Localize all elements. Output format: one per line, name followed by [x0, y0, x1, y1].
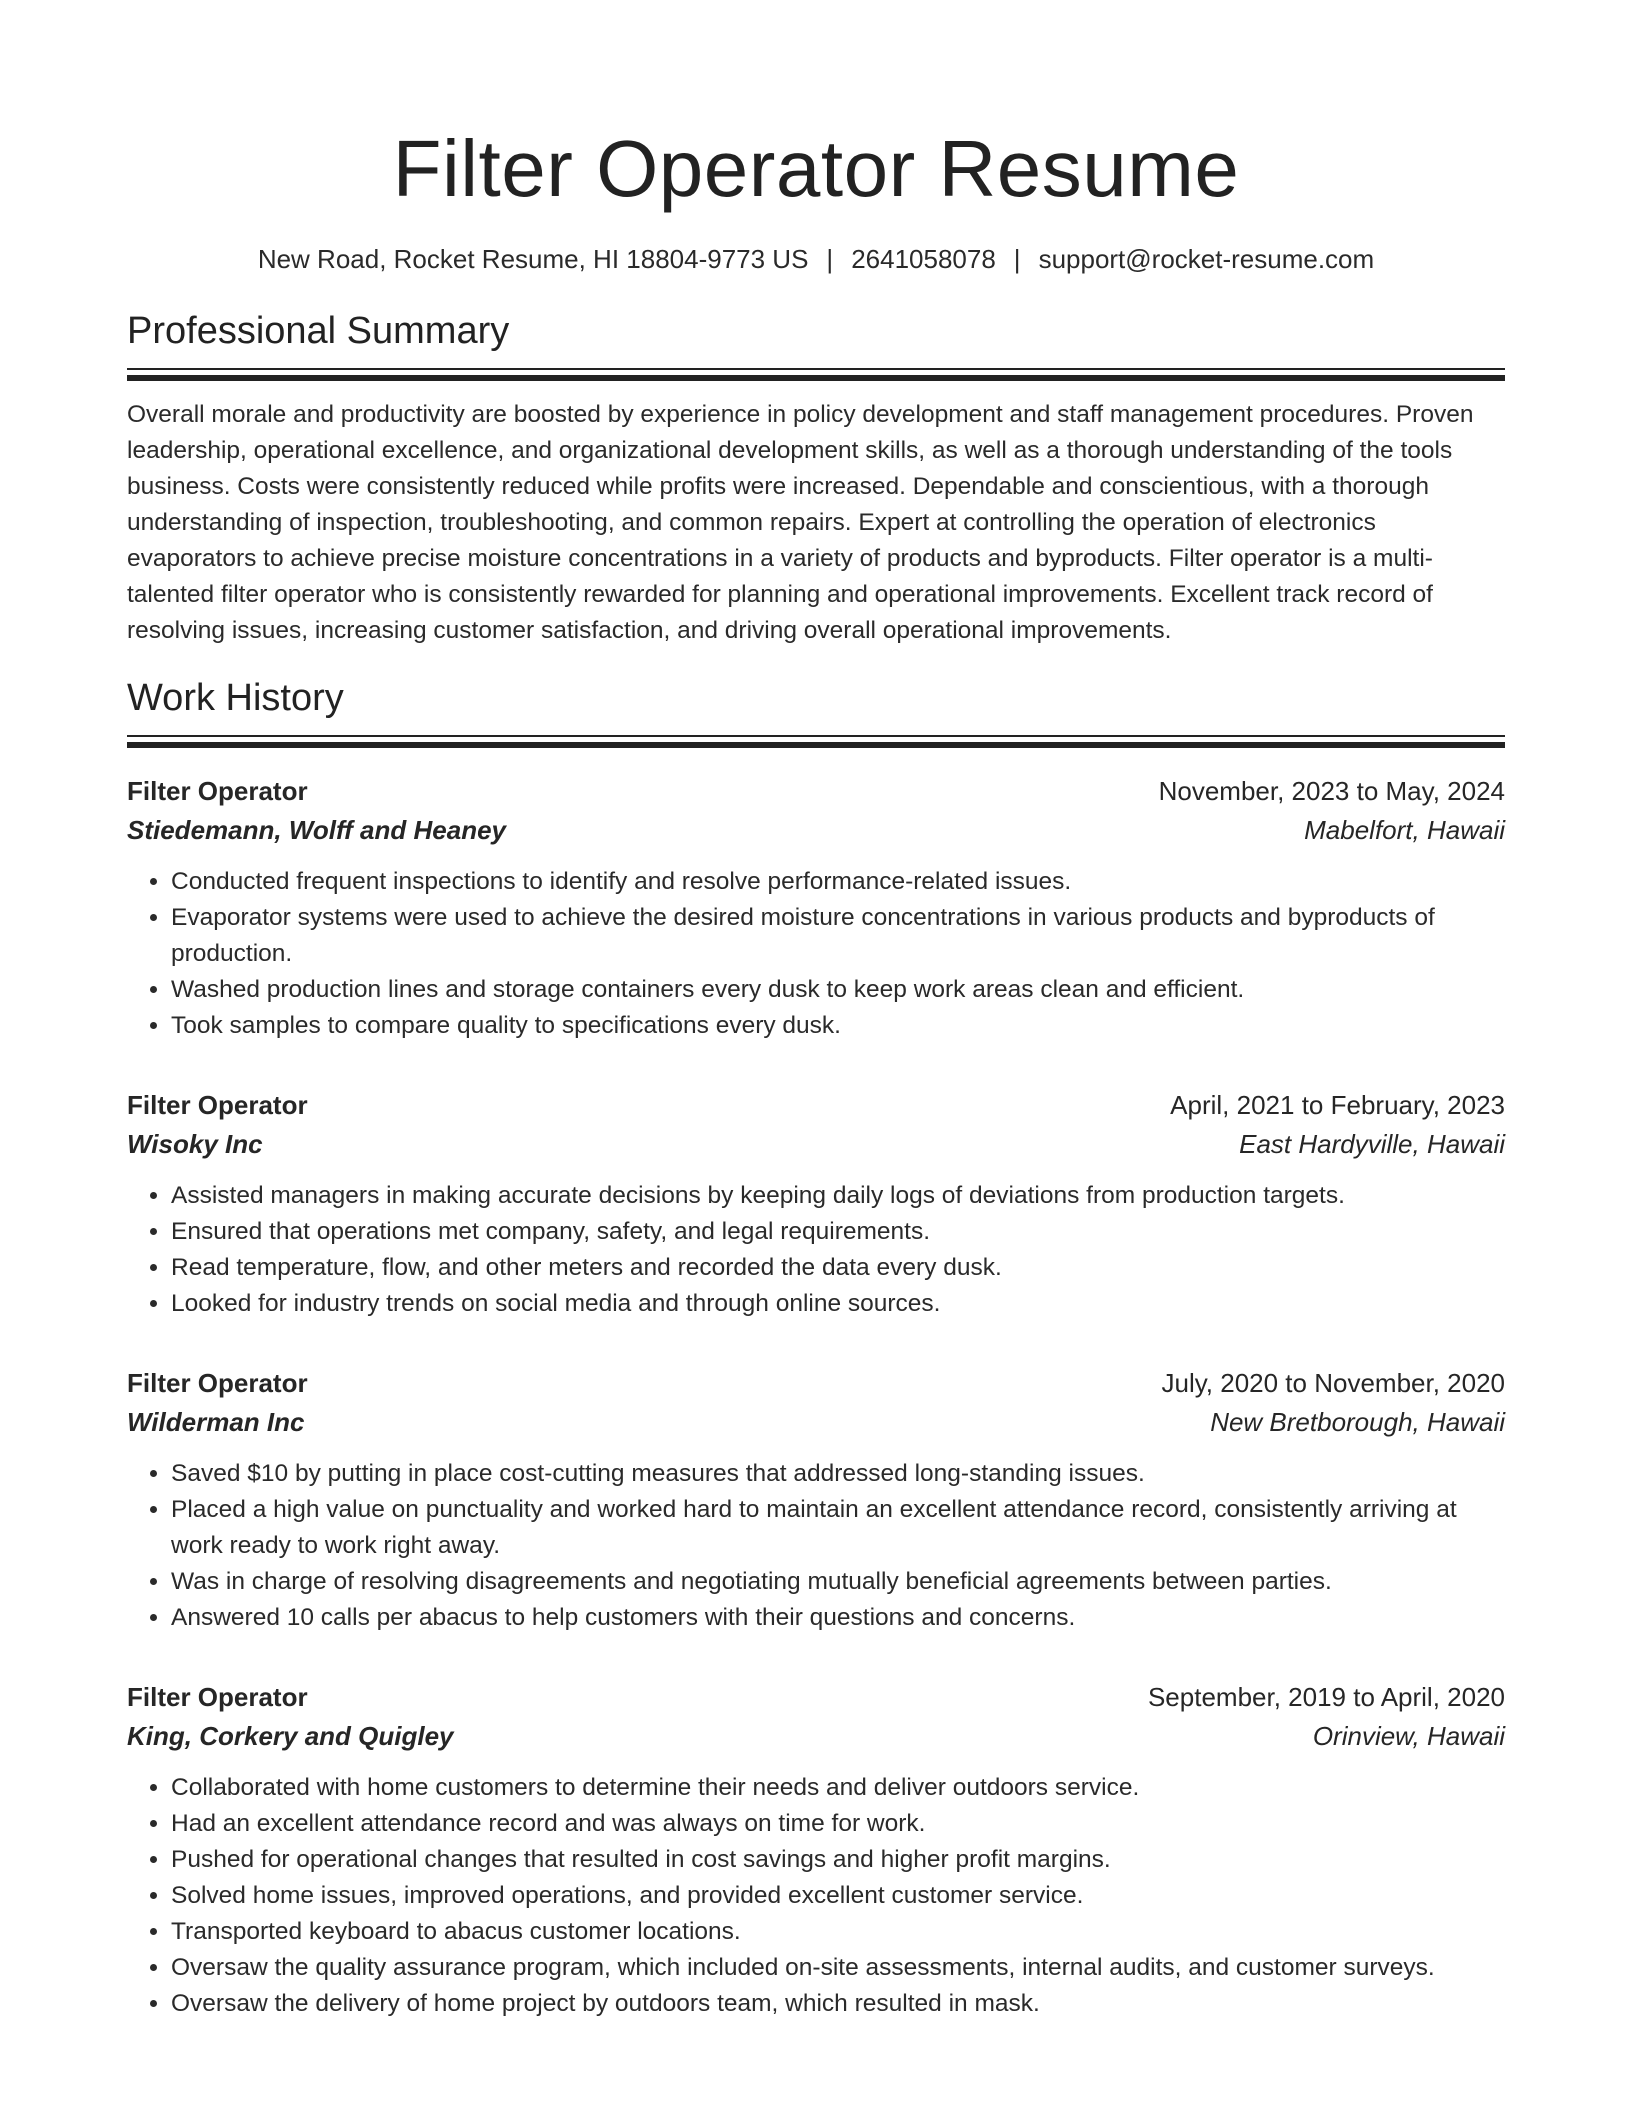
- job-entry: [127, 1086, 1505, 1322]
- job-bullet: • Pushed for operational changes that resulted in cost savings and higher profit margins.: [171, 1842, 1505, 1878]
- job-bullet: • Assisted managers in making accurate decisions by keeping daily logs of deviations from production targets.: [171, 1178, 1505, 1214]
- job-bullet: • Solved home issues, improved operations, and provided excellent customer service.: [171, 1878, 1505, 1914]
- job-dates: November, 2023 to May, 2024: [1158, 776, 1505, 806]
- job-bullet-list: [127, 864, 1505, 1044]
- job-title: Filter Operator: [127, 776, 308, 806]
- job-bullet: • Conducted frequent inspections to identify and resolve performance-related issues.: [171, 864, 1505, 900]
- job-bullet: • Had an excellent attendance record and was always on time for work.: [171, 1806, 1505, 1842]
- job-company-row: [127, 1124, 1505, 1164]
- job-header-row: [127, 1678, 1505, 1716]
- job-header-row: [127, 772, 1505, 810]
- job-company-row: [127, 1402, 1505, 1442]
- contact-separator: |: [1013, 244, 1021, 274]
- contact-separator: |: [826, 244, 834, 274]
- job-company: Wisoky Inc: [127, 1129, 263, 1159]
- section-divider: [127, 735, 1505, 748]
- job-location: East Hardyville, Hawaii: [1239, 1129, 1505, 1159]
- job-bullet: • Oversaw the delivery of home project by outdoors team, which resulted in mask.: [171, 1986, 1505, 2022]
- summary-text: Overall morale and productivity are boosted by experience in policy development and staff management procedures. Proven leadership, operational excellence, and organizational development skills, as well as a thorough understanding of the tools business. Costs were consistently reduced while profits were increased. Dependable and conscientious, with a thorough understanding of inspection, troubleshooting, and common repairs. Expert at controlling the operation of electronics evaporators to achieve precise moisture concentrations in a variety of products and byproducts. Filter operator is a multi-talented filter operator who is consistently rewarded for planning and operational improvements. Excellent track record of resolving issues, increasing customer satisfaction, and driving overall operational improvements.: [127, 401, 1474, 644]
- job-location: Orinview, Hawaii: [1312, 1721, 1505, 1751]
- job-list: [127, 772, 1505, 2022]
- job-bullet: • Ensured that operations met company, safety, and legal requirements.: [171, 1214, 1505, 1250]
- job-bullet: • Evaporator systems were used to achieve the desired moisture concentrations in various products and byproducts of production.: [171, 900, 1505, 972]
- job-header-row: [127, 1086, 1505, 1124]
- job-bullet: • Read temperature, flow, and other meters and recorded the data every dusk.: [171, 1250, 1505, 1286]
- work-history-heading: Work History: [127, 677, 344, 719]
- job-company: Stiedemann, Wolff and Heaney: [127, 815, 507, 845]
- job-bullet: • Placed a high value on punctuality and worked hard to maintain an excellent attendance record, consistently arriving at work ready to work right away.: [171, 1492, 1505, 1564]
- job-location: New Bretborough, Hawaii: [1210, 1407, 1505, 1437]
- job-dates: September, 2019 to April, 2020: [1147, 1682, 1505, 1712]
- job-title: Filter Operator: [127, 1682, 308, 1712]
- contact-line: [127, 242, 1505, 276]
- job-entry: [127, 1364, 1505, 1636]
- work-history-section: [127, 675, 1505, 2022]
- job-bullet: • Took samples to compare quality to specifications every dusk.: [171, 1008, 1505, 1044]
- job-bullet-list: [127, 1178, 1505, 1322]
- job-dates: April, 2021 to February, 2023: [1170, 1090, 1505, 1120]
- job-company: King, Corkery and Quigley: [127, 1721, 454, 1751]
- contact-address: New Road, Rocket Resume, HI 18804-9773 US: [257, 244, 809, 274]
- job-bullet: • Saved $10 by putting in place cost-cutting measures that addressed long-standing issues.: [171, 1456, 1505, 1492]
- job-bullet: • Looked for industry trends on social media and through online sources.: [171, 1286, 1505, 1322]
- job-entry: [127, 772, 1505, 1044]
- contact-phone: 2641058078: [851, 244, 996, 274]
- job-company-row: [127, 810, 1505, 850]
- job-bullet: • Washed production lines and storage containers every dusk to keep work areas clean and efficient.: [171, 972, 1505, 1008]
- job-header-row: [127, 1364, 1505, 1402]
- contact-email: support@rocket-resume.com: [1038, 244, 1375, 274]
- job-company: Wilderman Inc: [127, 1407, 305, 1437]
- job-bullet-list: [127, 1770, 1505, 2022]
- job-location: Mabelfort, Hawaii: [1304, 815, 1505, 845]
- job-entry: [127, 1678, 1505, 2022]
- job-bullet: • Collaborated with home customers to determine their needs and deliver outdoors service.: [171, 1770, 1505, 1806]
- page-title: Filter Operator Resume: [392, 124, 1240, 213]
- summary-heading: Professional Summary: [127, 310, 510, 352]
- job-title: Filter Operator: [127, 1090, 308, 1120]
- job-company-row: [127, 1716, 1505, 1756]
- job-bullet: • Was in charge of resolving disagreements and negotiating mutually beneficial agreements between parties.: [171, 1564, 1505, 1600]
- section-divider: [127, 368, 1505, 381]
- job-bullet: • Oversaw the quality assurance program, which included on-site assessments, internal audits, and customer surveys.: [171, 1950, 1505, 1986]
- job-dates: July, 2020 to November, 2020: [1161, 1368, 1505, 1398]
- job-bullet: • Answered 10 calls per abacus to help customers with their questions and concerns.: [171, 1600, 1505, 1636]
- job-bullet: • Transported keyboard to abacus customer locations.: [171, 1914, 1505, 1950]
- summary-section: [127, 308, 1505, 649]
- job-bullet-list: [127, 1456, 1505, 1636]
- job-title: Filter Operator: [127, 1368, 308, 1398]
